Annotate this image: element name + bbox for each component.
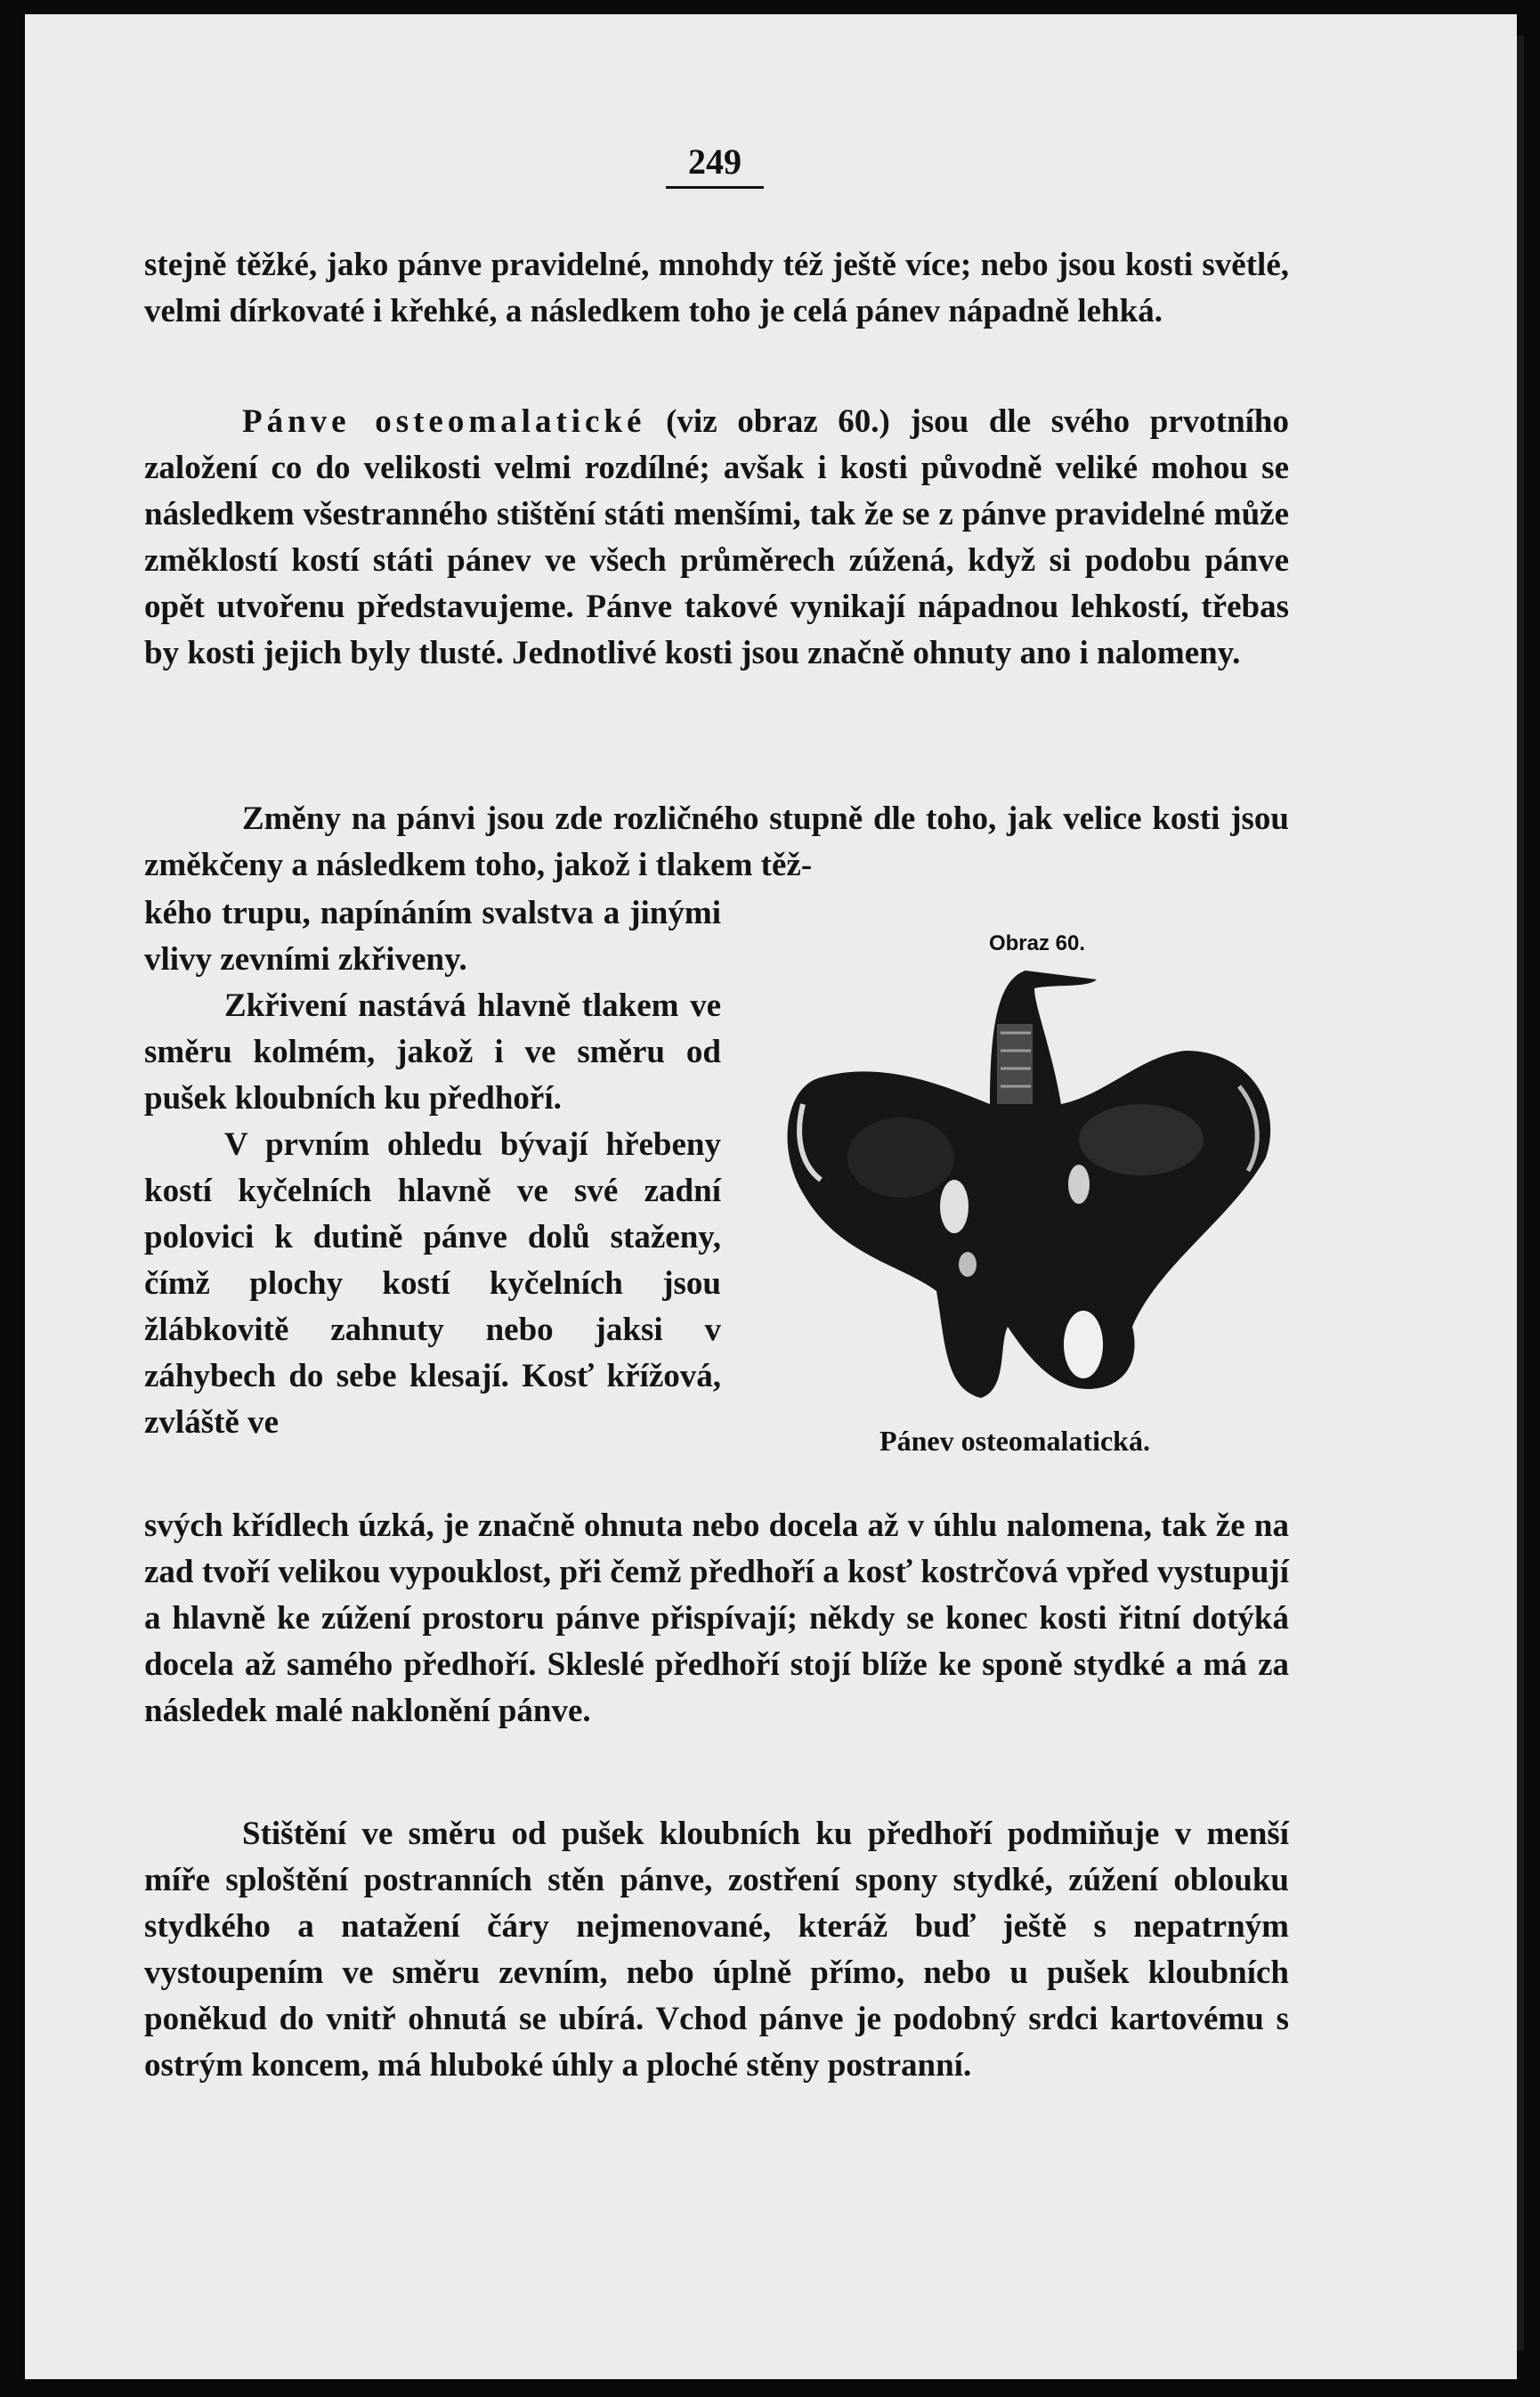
paragraph-1-text: stejně těžké, jako pánve pravidelné, mnohdy též ještě více; nebo jsou kosti světlé, velmi dírkovaté i křehké, a následkem toho je celá pánev nápadně lehká.	[144, 247, 1289, 329]
paragraph-3-full-text: Změny na pánvi jsou zde rozličného stupně dle toho, jak velice kosti jsou změkčeny a následkem toho, jakož i tlakem těž-	[144, 800, 1289, 883]
figure-caption: Pánev osteomalatická.	[879, 1425, 1150, 1457]
pelvis-illustration	[767, 971, 1284, 1416]
narrow-column	[144, 890, 721, 1446]
paragraph-2-text	[144, 399, 1289, 677]
page-number: 249	[666, 141, 764, 189]
paragraph-1	[144, 242, 1289, 335]
paragraph-5-narrow-text: V prvním ohledu bývají hřebeny kostí kyčelních hlavně ve své zadní polovici k dutině pánve dolů staženy, čímž plochy kostí kyčelních jsou žlábkovitě zahnuty nebo jaksi v záhybech do sebe klesají. Kosť křížová, zvláště ve	[144, 1126, 721, 1441]
page-edge	[1517, 36, 1524, 2351]
paragraph-5-full	[144, 1503, 1289, 1735]
paragraph-2-title: Pánve osteomalatické	[242, 403, 646, 440]
paragraph-2	[144, 399, 1289, 677]
paragraph-3-full	[144, 796, 1289, 889]
paragraph-6-text: Stištění ve směru od pušek kloubních ku předhoří podmiňuje v menší míře sploštění postranních stěn pánve, zostření spony stydké, zúžení oblouku stydkého a natažení čáry nejmenované, kteráž buď ještě s nepatrným vystoupením ve směru zevním, nebo úplně přímo, nebo u pušek kloubních poněkud do vnitř ohnutá se ubírá. Vchod pánve je podobný srdci kartovému s ostrým koncem, má hluboké úhly a ploché stěny postranní.	[144, 1816, 1289, 2084]
paragraph-5-full-text: svých křídlech úzká, je značně ohnuta nebo docela až v úhlu nalomena, tak že na zad tvoří velikou vypouklost, při čemž předhoří a kosť kostrčová vpřed vystupují a hlavně ke zúžení prostoru pánve přispívají; někdy se konec kosti řitní dotýká docela až samého předhoří. Skleslé předhoří stojí blíže ke sponě stydké a má za následek malé naklonění pánve.	[144, 1507, 1289, 1729]
paragraph-2-body: (viz obraz 60.) jsou dle svého prvotního založení co do velikosti velmi rozdílné; avšak i kosti původně veliké mohou se následkem všestranného stištění státi menšími, tak že se z pánve pravidelné může změklostí kostí státi pánev ve všech průměrech zúžená, když si podobu pánve opět utvořenu představujeme. Pánve takové vynikají nápadnou lehkostí, třebas by kosti jejich byly tlusté. Jednotlivé kosti jsou značně ohnuty ano i nalomeny.	[144, 403, 1289, 671]
paragraph-3-narrow-text: kého trupu, napínáním svalstva a jinými vlivy zevními zkřiveny.	[144, 895, 721, 978]
paragraph-4-text: Zkřivení nastává hlavně tlakem ve směru kolmém, jakož i ve směru od pušek kloubních ku předhoří.	[144, 987, 721, 1117]
figure-label: Obraz 60.	[988, 931, 1086, 955]
paragraph-6	[144, 1811, 1289, 2089]
